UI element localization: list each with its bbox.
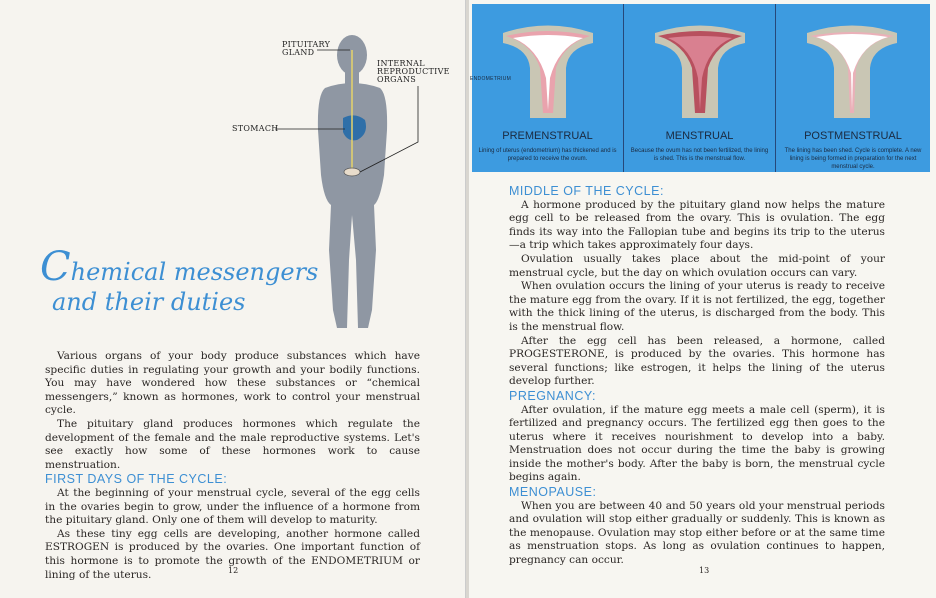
panel-menstrual: MENSTRUAL Because the ovum has not been fertilized, the lining is shed. This is the menstrual flow.	[624, 4, 776, 172]
section-heading: MIDDLE OF THE CYCLE:	[509, 184, 664, 198]
uterus-illustration-panel	[472, 4, 930, 172]
panel-premenstrual: ENDOMETRIUM PREMENSTRUAL Lining of uterus (endometrium) has thickened and is prepared to receive the ovum.	[472, 4, 624, 172]
label-pituitary-gland: PITUITARY GLAND	[282, 40, 331, 57]
page-title: Chemical messengers and their duties	[40, 244, 319, 316]
section-heading: MENOPAUSE:	[509, 485, 597, 500]
panel-postmenstrual: POSTMENSTRUAL The lining has been shed. Cycle is complete. A new lining is being formed in preparation for the next menstrual cycle.	[776, 4, 930, 172]
section-heading: PREGNANCY:	[509, 388, 596, 403]
label-internal-reproductive-organs: INTERNAL REPRODUCTIVE ORGANS	[377, 59, 450, 84]
right-body-text: MIDDLE OF THE CYCLE: A hormone produced by the pituitary gland now helps the mature egg cell to be released from the ovary. This is ovulation. The egg finds its way into the Fallopian tube and begins its trip to the uterus—a trip which takes approximately four days. Ovulation usually takes place about the mid-point of your menstrual cycle, but the day on which ovulation occurs can vary. When ovulation occurs the lining of your uterus is ready to receive the mature egg from the ovary. If it is not fertilized, the egg, together with the thick lining of the uterus, is discharged from the body. This is the menstrual flow. After the egg cell has been released, a hormone, called PROGESTERONE, is produced by the ovaries. This hormone has several functions; like estrogen, it helps the lining of the uterus develop further. PREGNANCY: After ovulation, if the mature egg meets a male cell (sperm), it is fertilized and pregnancy occurs. The fertilized egg then goes to the uterus where it receives nourishment to develop into a baby. Menstruation does not occur during the time the baby is growing inside the mother's body. After the baby is born, the menstrual cycle begins again. MENOPAUSE: When you are between 40 and 50 years old your menstrual periods and ovulation will stop either gradually or suddenly. This is known as the menopause. Ovulation may stop either before or at the same time as menstruation stops. As long as ovulation continues to happen, pregnancy can occur.	[509, 184, 885, 567]
page-number: 12	[228, 566, 239, 575]
left-body-text: Various organs of your body produce substances which have specific duties in regulating your growth and your bodily functions. You may have wondered how these substances or “chemical messengers,” known as hormones, work to control your menstrual cycle. The pituitary gland produces hormones which regulate the development of the female and the male reproductive systems. Let's see exactly how some of these hormones work to cause menstruation. FIRST DAYS OF THE CYCLE: At the beginning of your menstrual cycle, several of the egg cells in the ovaries begin to grow, under the influence of a hormone from the pituitary gland. Only one of them will develop to maturity. As these tiny egg cells are developing, another hormone called ESTROGEN is produced by the ovaries. One important function of this hormone is to promote the growth of the ENDOMETRIUM or lining of the uterus.	[45, 350, 420, 581]
uterus-illustration	[650, 18, 750, 128]
label-stomach: STOMACH	[232, 124, 279, 133]
page-number: 13	[699, 566, 710, 575]
left-page	[0, 0, 466, 598]
section-heading: FIRST DAYS OF THE CYCLE:	[45, 472, 228, 487]
uterus-illustration	[498, 18, 598, 128]
uterus-illustration	[802, 18, 902, 128]
